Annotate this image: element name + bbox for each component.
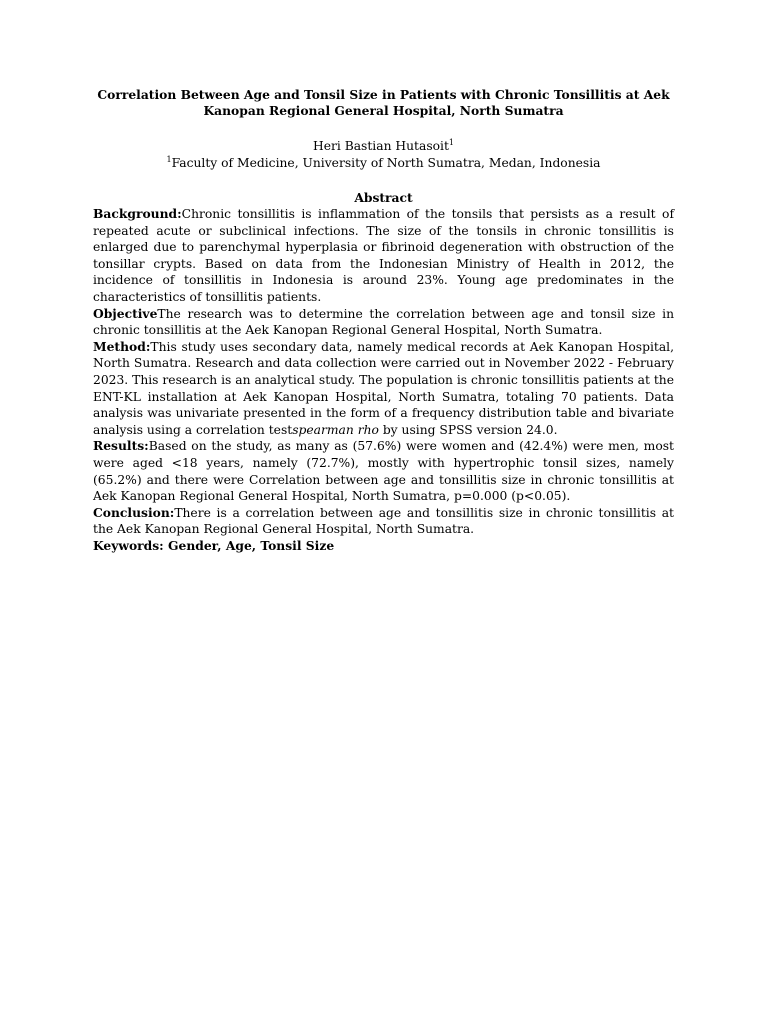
- objective-text: The research was to determine the correlation between age and tonsil size in chronic tonsillitis at the Aek Kanopan Regional General Hospital, North Sumatra.: [93, 306, 674, 338]
- affiliation-superscript: 1: [166, 155, 172, 164]
- background-label: Background:: [93, 206, 182, 221]
- results-paragraph: [93, 438, 674, 504]
- keywords-line: Keywords: Gender, Age, Tonsil Size: [93, 537, 335, 553]
- affiliation-line: [93, 155, 674, 171]
- author-line: [93, 138, 674, 154]
- method-text-italic: spearman rho: [292, 422, 379, 437]
- objective-label: Objective: [93, 305, 158, 321]
- conclusion-label: Conclusion:: [93, 504, 175, 520]
- author-superscript: 1: [448, 138, 455, 147]
- author-name: Heri Bastian Hutasoit: [312, 139, 449, 153]
- paper-title-line-2: Kanopan Regional General Hospital, North Sumatra: [203, 103, 564, 118]
- abstract-heading: Abstract: [354, 190, 413, 205]
- method-text-before: This study uses secondary data, namely medical records at Aek Kanopan Hospital, North Sumatra. Research and data collection were carried out in November 2022 - February 2023. This research is an analytical study. The population is chronic tonsillitis patients at the ENT-KL installation at Aek Kanopan Hospital, North Sumatra, totaling 70 patients. Data analysis was univariate presented in the form of a frequency distribution table and bivariate analysis using a correlation test: [93, 339, 674, 437]
- paper-title: [93, 87, 674, 119]
- background-text: Chronic tonsillitis is inflammation of the tonsils that persists as a result of repeated acute or subclinical infections. The size of the tonsils in chronic tonsillitis is enlarged due to parenchymal hyperplasia or fibrinoid degeneration with obstruction of the tonsillar crypts. Based on data from the Indonesian Ministry of Health in 2012, the incidence of tonsillitis in Indonesia is around 23%. Young age predominates in the characteristics of tonsillitis patients.: [93, 207, 674, 304]
- background-paragraph: [93, 206, 674, 306]
- affiliation-text: Faculty of Medicine, University of North Sumatra, Medan, Indonesia: [171, 156, 601, 170]
- results-label: Results:: [93, 438, 149, 454]
- method-label: Method:: [93, 338, 151, 354]
- method-paragraph: [93, 339, 674, 439]
- objective-paragraph: [93, 306, 674, 339]
- conclusion-text: There is a correlation between age and tonsillitis size in chronic tonsillitis at the Aek Kanopan Regional General Hospital, North Sumatra.: [93, 505, 674, 537]
- conclusion-paragraph: [93, 505, 674, 538]
- method-text-after: by using SPSS version 24.0.: [378, 422, 558, 437]
- results-text: Based on the study, as many as (57.6%) were women and (42.4%) were men, most were aged <18 years, namely (72.7%), mostly with hypertrophic tonsil sizes, namely (65.2%) and there were Correlation between age and tonsillitis size in chronic tonsillitis at Aek Kanopan Regional General Hospital, North Sumatra, p=0.000 (p<0.05).: [93, 439, 674, 504]
- paper-title-line-1: Correlation Between Age and Tonsil Size in Patients with Chronic Tonsillitis at Aek: [97, 87, 670, 102]
